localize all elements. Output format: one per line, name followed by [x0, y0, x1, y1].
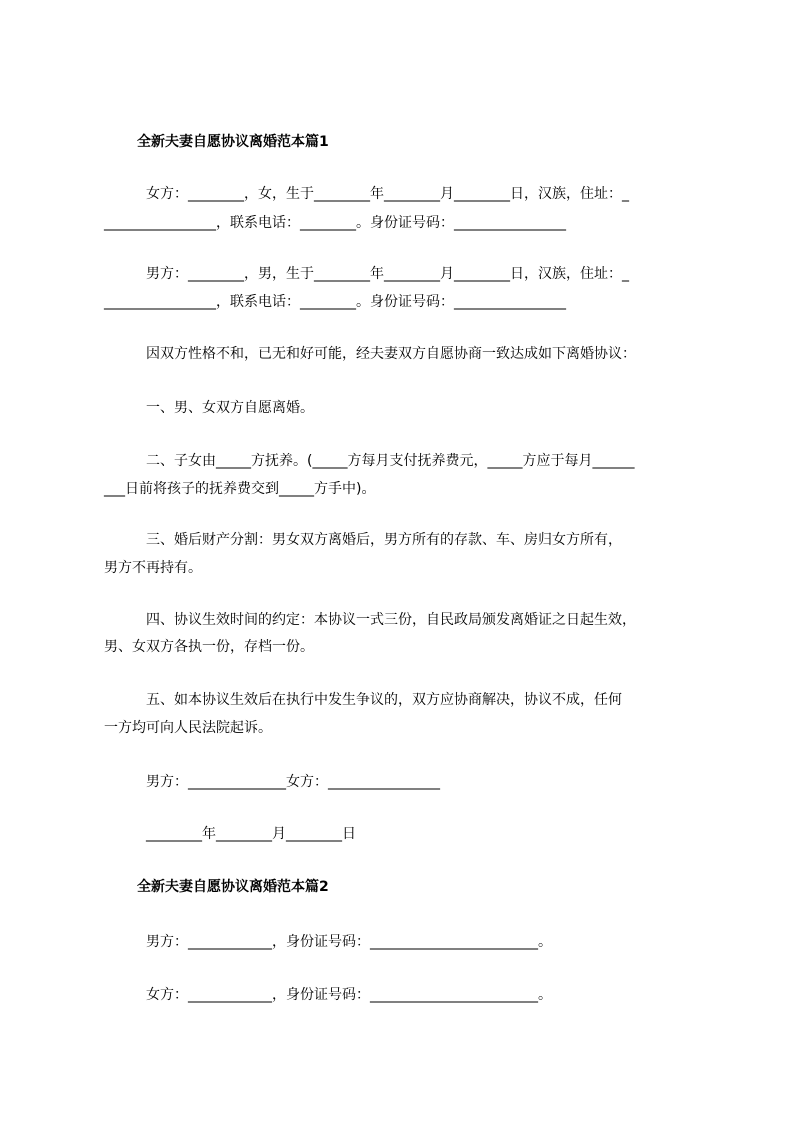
section-2-husband-line: 男方：____________，身份证号码：________________________。 [146, 934, 552, 950]
husband-info-line-1: 男方：________，男，生于________年________月________日，汉族，住址：_ [146, 266, 629, 282]
section-2-title: 全新夫妻自愿协议离婚范本篇2 [137, 879, 329, 895]
clause-5-line-1: 五、如本协议生效后在执行中发生争议的，双方应协商解决，协议不成，任何 [146, 692, 622, 708]
wife-info-line-2: ________________，联系电话：________。身份证号码：________________ [104, 215, 566, 231]
clause-3-line-1: 三、婚后财产分割：男女双方离婚后，男方所有的存款、车、房归女方所有， [146, 532, 622, 548]
signature-line: 男方：______________女方：________________ [146, 774, 440, 790]
section-1-title: 全新夫妻自愿协议离婚范本篇1 [137, 134, 329, 150]
clause-4-line-1: 四、协议生效时间的约定：本协议一式三份，自民政局颁发离婚证之日起生效， [146, 612, 636, 628]
clause-2-line-2: ___日前将孩子的抚养费交到_____方手中)。 [104, 481, 376, 497]
clause-1: 一、男、女双方自愿离婚。 [146, 400, 314, 416]
agreement-intro: 因双方性格不和，已无和好可能，经夫妻双方自愿协商一致达成如下离婚协议： [146, 346, 636, 362]
clause-3-line-2: 男方不再持有。 [104, 560, 202, 576]
wife-info-line-1: 女方：________，女，生于________年________月________日，汉族，住址：_ [146, 186, 629, 202]
clause-4-line-2: 男、女双方各执一份，存档一份。 [104, 639, 314, 655]
clause-2-line-1: 二、子女由_____方抚养。(_____方每月支付抚养费元，_____方应于每月______ [146, 453, 635, 469]
husband-info-line-2: ________________，联系电话：________。身份证号码：________________ [104, 294, 566, 310]
clause-5-line-2: 一方均可向人民法院起诉。 [104, 720, 272, 736]
date-line: ________年________月________日 [146, 826, 356, 842]
section-2-wife-line: 女方：____________，身份证号码：________________________。 [146, 987, 552, 1003]
